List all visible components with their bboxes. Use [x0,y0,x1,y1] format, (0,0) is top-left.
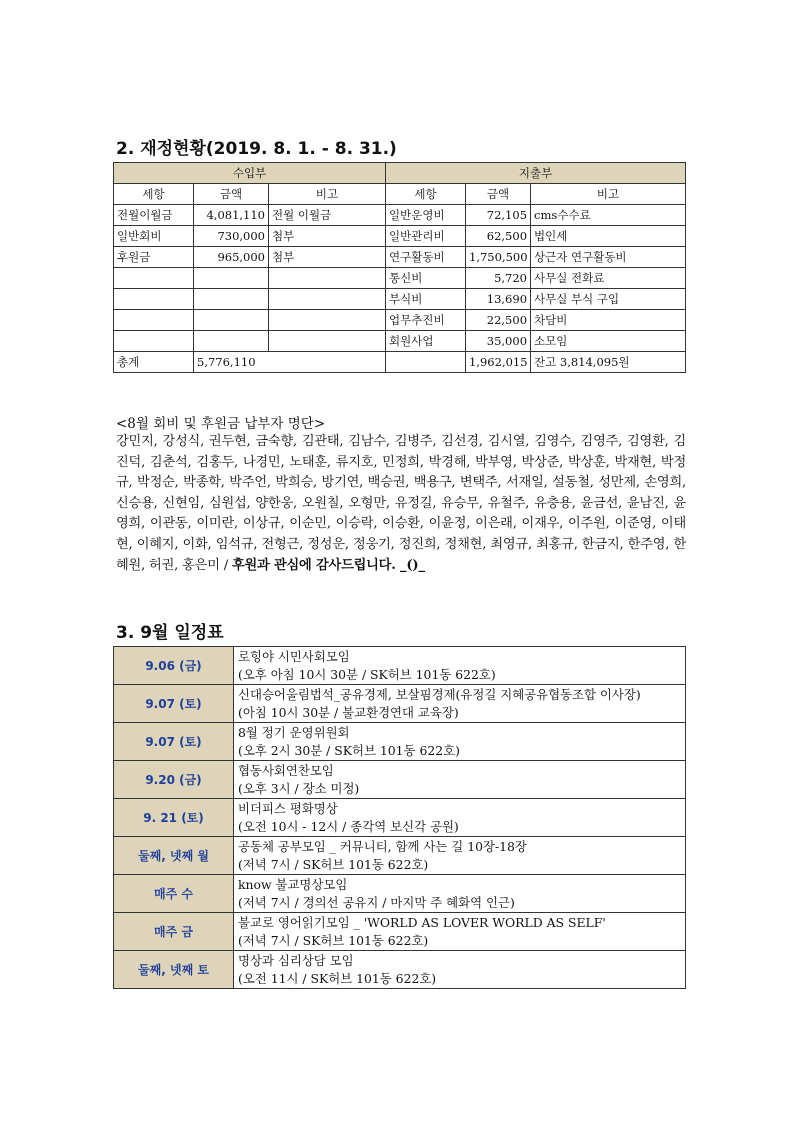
event-title: 신대승어울림법석_공유경제, 보살핌경제(유정길 지혜공유협동조합 이사장) [238,687,641,702]
finance-row [114,310,686,331]
event-detail: (아침 10시 30분 / 불교환경연대 교육장) [238,704,459,720]
expense-item: 부식비 [386,289,466,310]
col-item: 세항 [386,184,466,205]
total-out-amount: 1,962,015 [466,352,531,373]
schedule-row [114,951,686,989]
schedule-event [234,685,686,723]
income-amount: 730,000 [194,226,269,247]
total-out-note: 잔고 3,814,095원 [531,352,686,373]
income-amount [194,268,269,289]
schedule-date: 9.07 (토) [114,685,234,723]
event-title: 비더피스 평화명상 [238,801,338,816]
event-detail: (오전 11시 / SK허브 101동 622호) [238,970,437,986]
schedule-date: 9.07 (토) [114,723,234,761]
income-item [114,268,194,289]
expense-amount: 22,500 [466,310,531,331]
income-note [269,331,386,352]
expense-amount: 5,720 [466,268,531,289]
event-title: 공동체 공부모임 _ 커뮤니티, 함께 사는 길 10장-18장 [238,839,527,854]
schedule-row [114,761,686,799]
event-detail: (오후 2시 30분 / SK허브 101동 622호) [238,742,460,758]
schedule-event [234,799,686,837]
thanks-message: 후원과 관심에 감사드립니다. _()_ [231,557,425,573]
income-item: 일반회비 [114,226,194,247]
schedule-row [114,875,686,913]
income-amount: 965,000 [194,247,269,268]
schedule-event [234,875,686,913]
expense-amount: 72,105 [466,205,531,226]
schedule-heading: 3. 9월 일정표 [116,623,224,643]
schedule-date: 매주 금 [114,913,234,951]
expense-item: 연구활동비 [386,247,466,268]
income-item [114,310,194,331]
event-title: 8월 정기 운영위원회 [238,725,350,740]
income-note: 첨부 [269,226,386,247]
finance-row [114,205,686,226]
event-title: 명상과 심리상담 모임 [238,953,354,968]
col-amount: 금액 [466,184,531,205]
schedule-row [114,723,686,761]
event-title: know 불교명상모임 [238,877,348,892]
event-title: 로힝야 시민사회모임 [238,649,350,664]
donor-list [116,432,686,576]
expense-item: 통신비 [386,268,466,289]
schedule-date: 둘째, 넷째 토 [114,951,234,989]
expense-item: 일반운영비 [386,205,466,226]
schedule-date: 9.20 (금) [114,761,234,799]
schedule-table [113,646,686,989]
expense-note: 상근자 연구활동비 [531,247,686,268]
schedule-event [234,951,686,989]
schedule-row [114,837,686,875]
expense-note: 차담비 [531,310,686,331]
income-amount [194,310,269,331]
income-item [114,289,194,310]
schedule-row [114,685,686,723]
income-amount [194,331,269,352]
income-item [114,331,194,352]
expense-note: 사무실 전화료 [531,268,686,289]
expense-header: 지출부 [386,163,686,184]
finance-row [114,268,686,289]
event-detail: (오전 10시 - 12시 / 종각역 보신각 공원) [238,818,459,834]
income-item: 후원금 [114,247,194,268]
schedule-event [234,837,686,875]
finance-table [113,162,686,373]
donor-list-title: <8월 회비 및 후원금 납부자 명단> [116,416,326,432]
income-note [269,310,386,331]
income-amount: 4,081,110 [194,205,269,226]
col-note: 비고 [531,184,686,205]
donor-names: 강민지, 강성식, 권두현, 금숙향, 김관태, 김남수, 김병주, 김선경, 김시열, 김영수, 김영주, 김영환, 김진덕, 김춘석, 김홍두, 나경민, 노태훈, 류지호, 민정희, 박경해, 박부영, 박상준, 박상훈, 박재현, 박정규, 박정순, 박종학, 박주언, 박희승, 방기연, 백승권, 백용구, 변택주, 서재일, 설동철, 성만제, 손영희, 신승용, 신현임, 심원섭, 양한웅, 오원칠, 오형만, 유정길, 유승무, 유철주, 유충용, 윤금선, 윤남진, 윤영희, 이관동, 이미란, 이상규, 이순민, 이승락, 이승환, 이윤정, 이은래, 이재우, 이주원, 이준영, 이태현, 이혜지, 이화, 임석규, 전형근, 정성운, 정웅기, 정진희, 정채현, 최영규, 최홍규, 한금지, 한주영, 한혜원, 허권, 홍은미 / [116,434,686,573]
schedule-row [114,913,686,951]
schedule-row [114,799,686,837]
event-title: 불교로 영어읽기모임 _ 'WORLD AS LOVER WORLD AS SELF' [238,915,606,930]
schedule-date: 둘째, 넷째 월 [114,837,234,875]
expense-item: 일반관리비 [386,226,466,247]
schedule-date: 9.06 (금) [114,647,234,685]
cell [386,352,466,373]
event-detail: (저녁 7시 / 경의선 공유지 / 마지막 주 혜화역 인근) [238,894,515,910]
expense-amount: 35,000 [466,331,531,352]
finance-rows [114,205,686,352]
event-detail: (오후 아침 10시 30분 / SK허브 101동 622호) [238,666,496,682]
event-detail: (저녁 7시 / SK허브 101동 622호) [238,932,429,948]
total-in-amount: 5,776,110 [194,352,386,373]
col-note: 비고 [269,184,386,205]
schedule-rows [114,647,686,989]
expense-note: 사무실 부식 구입 [531,289,686,310]
schedule-event [234,913,686,951]
expense-amount: 13,690 [466,289,531,310]
finance-heading: 2. 재정현황(2019. 8. 1. - 8. 31.) [116,139,397,159]
income-item: 전월이월금 [114,205,194,226]
schedule-date: 9. 21 (토) [114,799,234,837]
expense-item: 회원사업 [386,331,466,352]
income-note [269,268,386,289]
expense-item: 업무추진비 [386,310,466,331]
schedule-row [114,647,686,685]
finance-row [114,331,686,352]
expense-note: 소모임 [531,331,686,352]
finance-row [114,247,686,268]
schedule-event [234,761,686,799]
event-detail: (저녁 7시 / SK허브 101동 622호) [238,856,429,872]
event-title: 협동사회연찬모임 [238,763,334,778]
income-header: 수입부 [114,163,386,184]
finance-row [114,226,686,247]
income-note [269,289,386,310]
expense-note: cms수수료 [531,205,686,226]
schedule-date: 매주 수 [114,875,234,913]
expense-amount: 1,750,500 [466,247,531,268]
expense-amount: 62,500 [466,226,531,247]
total-label: 총계 [114,352,194,373]
schedule-event [234,647,686,685]
income-note: 전월 이월금 [269,205,386,226]
schedule-event [234,723,686,761]
total-row [114,352,686,373]
income-note: 첨부 [269,247,386,268]
event-detail: (오후 3시 / 장소 미정) [238,780,360,796]
col-amount: 금액 [194,184,269,205]
col-item: 세항 [114,184,194,205]
income-amount [194,289,269,310]
expense-note: 법인세 [531,226,686,247]
finance-row [114,289,686,310]
